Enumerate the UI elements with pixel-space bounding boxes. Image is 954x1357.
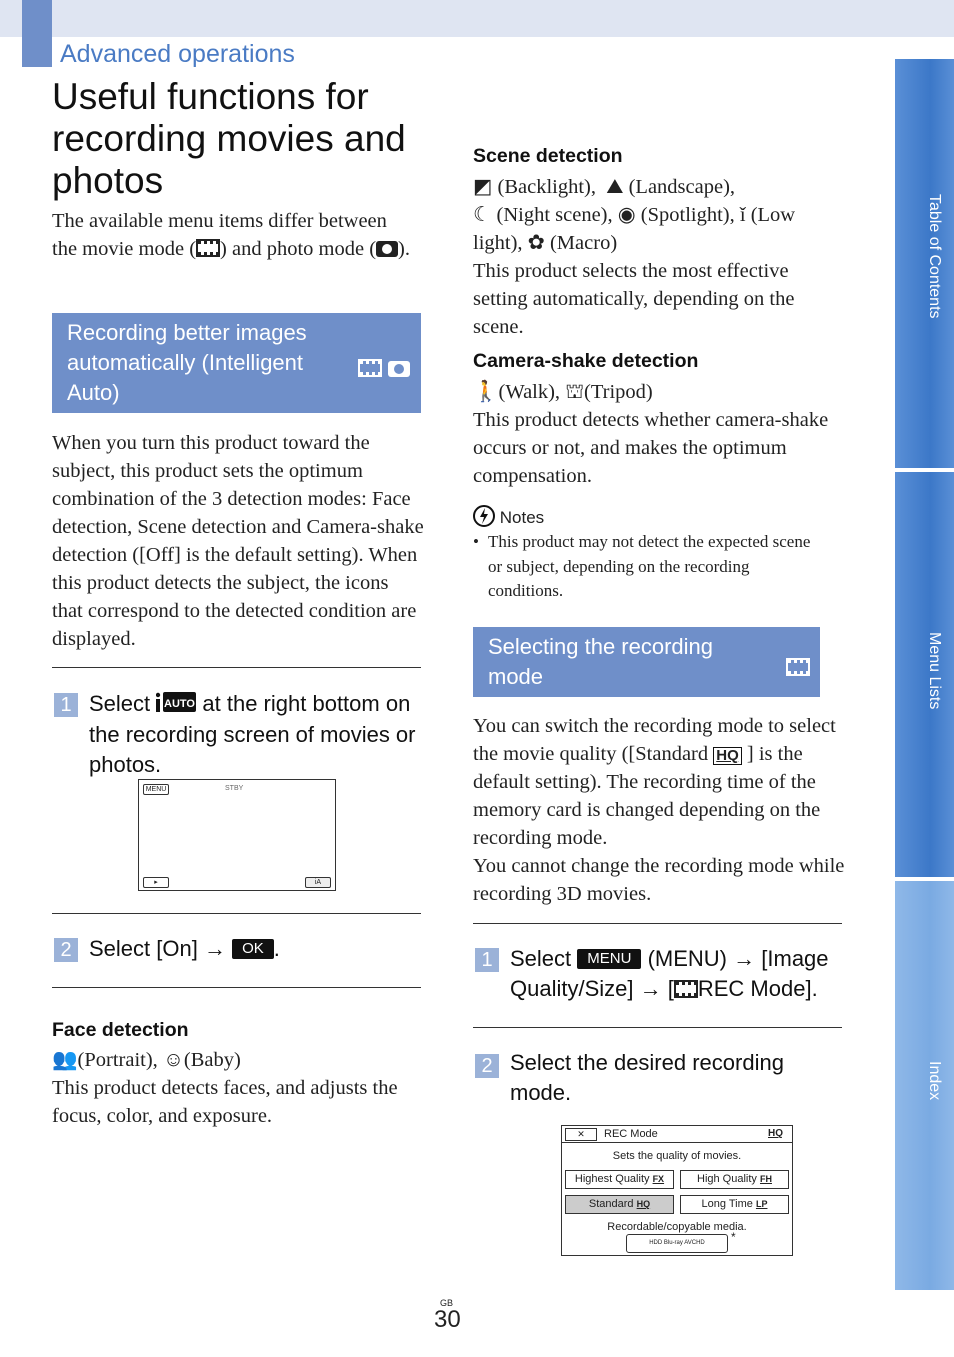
scene-detection-body: This product selects the most effective setting automatically, depending on the scene. (473, 260, 795, 338)
face-detection-heading: Face detection (52, 1019, 189, 1041)
intelligent-auto-body: When you turn this product toward the subject, this product sets the optimum combination of the 3 detection modes: Face detection, Scene detection and Camera-shake detection ([Off] is the default setting). When this product detects the subject, the icons that correspond to the detected condition are displayed. (52, 432, 424, 650)
step-number: 2 (54, 938, 78, 962)
step1-pre: Select (89, 691, 151, 716)
intelligent-auto-heading-box (52, 313, 421, 413)
intro-part3: ). (398, 238, 410, 260)
notes-heading: Notes (499, 507, 545, 527)
portrait-label: (Portrait), (77, 1049, 158, 1071)
tab-label: Menu Lists (926, 632, 943, 710)
notes-item: This product may not detect the expected scene or subject, depending on the recording conditions. (488, 532, 811, 600)
option-tag: LP (755, 1199, 768, 1209)
header-accent-block (22, 0, 52, 67)
macro-icon: ✿ (527, 232, 545, 254)
intelligent-auto-icon (156, 690, 196, 720)
tab-label: Index (926, 1061, 943, 1101)
bullet: • (473, 532, 479, 551)
low-light-label: (Low light), (473, 204, 796, 254)
section-label: Advanced operations (60, 40, 295, 68)
mode-icons (358, 353, 410, 383)
arrow-icon: → (733, 946, 756, 971)
rec-mode-subtitle: Sets the quality of movies. (612, 1150, 742, 1162)
macro-label: (Macro) (549, 232, 618, 254)
landscape-label: (Landscape), (628, 176, 736, 198)
option-standard[interactable] (565, 1195, 674, 1214)
recording-mode-body-a: You can switch the recording mode to select the movie quality ([Standard (473, 715, 836, 765)
step-number: 2 (475, 1054, 499, 1078)
rstep1-pre: Select (510, 946, 572, 971)
recording-screen (138, 779, 336, 891)
intro-part2: ) and photo mode ( (220, 238, 377, 260)
divider (473, 1027, 842, 1028)
step2-text (89, 934, 424, 964)
step2-post: . (273, 936, 280, 961)
backlight-label: (Backlight), (497, 176, 596, 198)
rstep2-text: Select the desired recording mode. (510, 1050, 784, 1105)
screen-menu-button[interactable]: MENU (143, 784, 169, 795)
spotlight-label: (Spotlight), (640, 204, 735, 226)
intelligent-auto-heading: Recording better images automatically (Intelligent Auto) (67, 320, 307, 405)
notes-heading-row (473, 505, 544, 532)
playback-button[interactable]: ▸ (143, 877, 169, 888)
intelligent-auto-button[interactable]: iA (305, 877, 331, 888)
divider (52, 987, 421, 988)
baby-label: (Baby) (183, 1049, 241, 1071)
intro-text (52, 207, 412, 263)
tripod-icon: ⛫ (565, 381, 585, 403)
recording-mode-heading: Selecting the recording mode (488, 634, 714, 689)
option-label: Highest Quality (574, 1173, 650, 1185)
option-tag: HQ (636, 1199, 651, 1209)
camera-shake-heading: Camera-shake detection (473, 350, 699, 372)
photo-mode-icon (376, 241, 398, 257)
tab-menu-lists[interactable] (895, 472, 954, 877)
option-high-quality[interactable] (680, 1170, 789, 1189)
option-tag: FX (652, 1174, 665, 1184)
face-detection-body: This product detects faces, and adjusts the focus, color, and exposure. (52, 1077, 398, 1127)
step2-pre: Select [On] (89, 936, 198, 961)
notes-icon (473, 505, 495, 532)
rstep1-image-quality: [Image Quality/Size] (510, 946, 829, 1001)
divider (52, 667, 421, 668)
movie-mode-icon (674, 980, 698, 998)
asterisk: * (731, 1230, 736, 1244)
camera-shake-body: This product detects whether camera-shake occurs or not, and makes the optimum compensation. (473, 409, 829, 487)
landscape-icon: ⛰ (606, 176, 624, 198)
step1-post: at the right bottom on the recording screen of movies or photos. (89, 691, 416, 777)
rec-mode-title: REC Mode (604, 1128, 658, 1140)
recording-mode-body (473, 712, 848, 908)
arrow-icon: → (203, 936, 226, 961)
step-number: 1 (54, 693, 78, 717)
current-mode-tag: HQ (768, 1128, 783, 1139)
option-label: Standard (588, 1198, 634, 1210)
ok-button: OK (232, 939, 274, 959)
baby-icon: ☺ (162, 1049, 184, 1071)
header-band (0, 0, 954, 37)
divider (52, 913, 421, 914)
page-title: Useful functions for recording movies and photos (52, 76, 406, 201)
rstep1-text (510, 944, 845, 1004)
menu-button: MENU (577, 949, 641, 969)
arrow-icon: → (639, 976, 662, 1001)
movie-mode-icon (358, 359, 382, 377)
option-long-time[interactable] (680, 1195, 789, 1214)
walk-icon: 🚶 (473, 381, 499, 403)
tab-label: Table of Contents (926, 194, 943, 319)
notes-list (473, 530, 823, 604)
rstep1-mid: (MENU) (647, 946, 728, 971)
screen-status: STBY (225, 785, 244, 792)
recording-mode-body-c: You cannot change the recording mode while recording 3D movies. (473, 855, 845, 905)
camera-shake-icons (473, 378, 833, 406)
movie-mode-icon (196, 239, 220, 257)
region-code: GB (440, 1298, 454, 1308)
walk-label: (Walk), (498, 381, 561, 403)
spotlight-icon: ◉ (617, 204, 636, 226)
divider (473, 923, 842, 924)
rstep1-rec-mode: REC Mode]. (697, 976, 818, 1001)
scene-detection-heading: Scene detection (473, 145, 623, 167)
low-light-icon: ǐ (739, 204, 746, 226)
face-detection-icons (52, 1046, 424, 1074)
scene-detection-icons (473, 173, 833, 257)
recording-mode-body-b: ] is the default setting). The recording time of the memory card is changed depending on the recording mode. (473, 743, 821, 849)
rstep1-bracket: [ (667, 976, 674, 1001)
page-number: 30 (434, 1306, 461, 1333)
portrait-icon: 👥 (52, 1049, 78, 1071)
option-label: High Quality (697, 1173, 757, 1185)
step1-text (89, 689, 424, 780)
night-scene-label: (Night scene), (496, 204, 613, 226)
step-number: 1 (475, 948, 499, 972)
backlight-icon: ◩ (473, 176, 493, 198)
night-scene-icon: ☾ (473, 204, 492, 226)
option-tag: FH (759, 1174, 772, 1184)
hq-icon: HQ (713, 747, 742, 765)
rec-mode-footer: Recordable/copyable media. (607, 1221, 747, 1233)
rec-mode-screen (561, 1125, 793, 1256)
recording-mode-heading-box (473, 627, 820, 697)
option-highest-quality[interactable] (565, 1170, 674, 1189)
svg-text:AUTO: AUTO (164, 698, 196, 710)
rec-mode-title-bar (562, 1126, 792, 1143)
tab-index[interactable] (895, 881, 954, 1290)
tab-table-of-contents[interactable] (895, 59, 954, 468)
intro-part1: The available menu items differ between the movie mode ( (52, 210, 387, 260)
close-button[interactable]: ✕ (565, 1128, 597, 1141)
media-icons: HDD Blu-ray AVCHD (626, 1234, 728, 1253)
photo-mode-icon (388, 361, 410, 377)
option-label: Long Time (701, 1198, 753, 1210)
movie-mode-icon (786, 652, 810, 682)
tripod-label: (Tripod) (584, 381, 653, 403)
